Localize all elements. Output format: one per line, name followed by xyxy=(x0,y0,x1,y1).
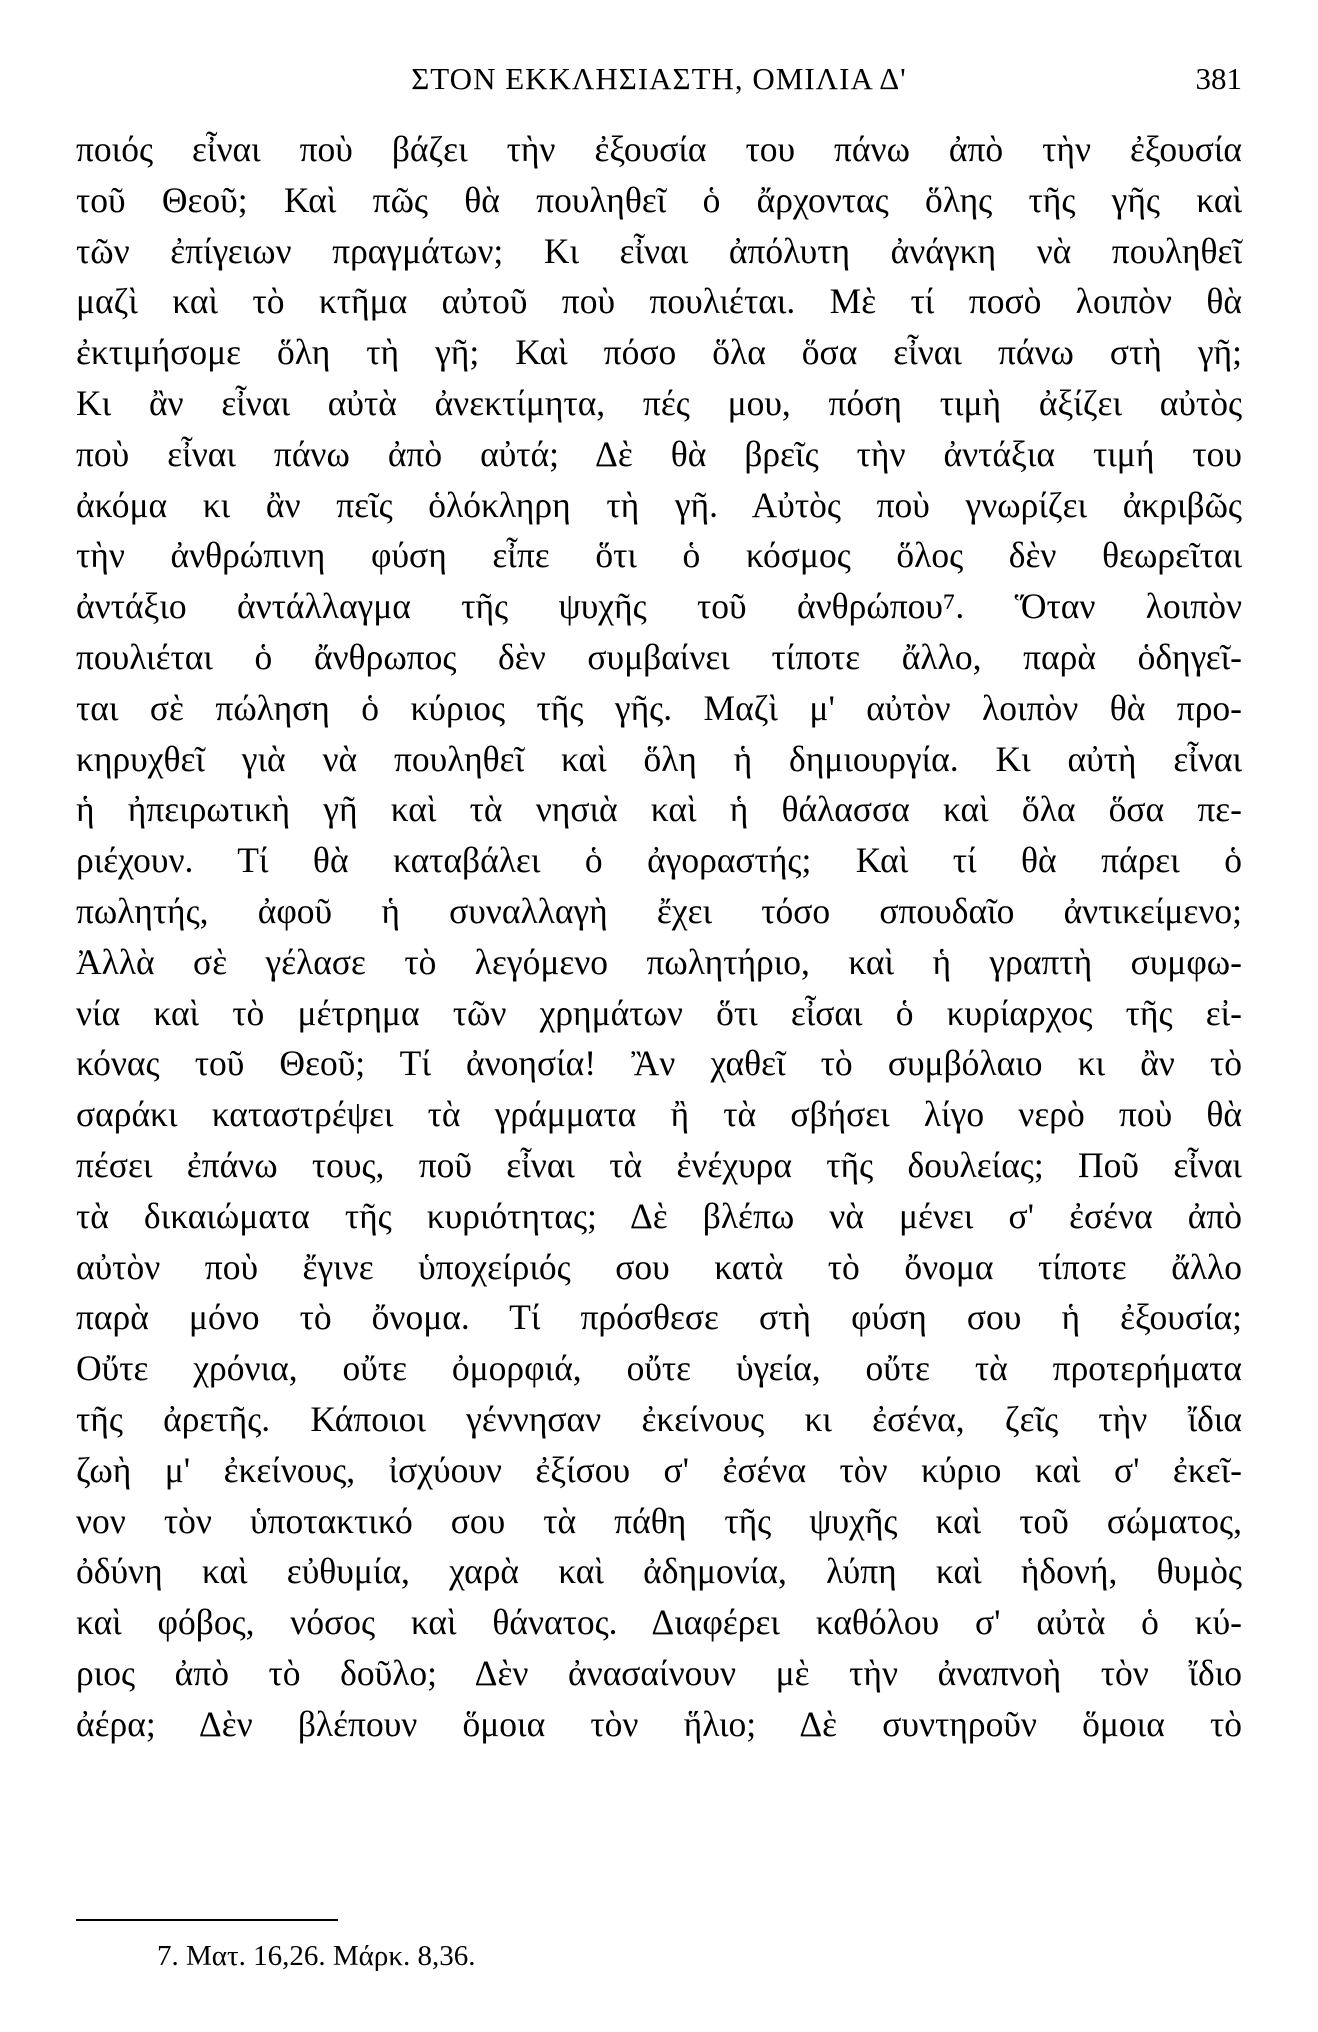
text-line: ται σὲ πώληση ὁ κύριος τῆς γῆς. Μαζὶ μ' αὐτὸν λοιπὸν θὰ προ- xyxy=(76,687,1242,728)
text-line: ριος ἀπὸ τὸ δοῦλο; Δὲν ἀνασαίνουν μὲ τὴν ἀναπνοὴ τὸν ἴδιο xyxy=(76,1652,1242,1693)
text-line: μαζὶ καὶ τὸ κτῆμα αὐτοῦ ποὺ πουλιέται. Μὲ τί ποσὸ λοιπὸν θὰ xyxy=(76,281,1242,322)
text-line: Κι ἂν εἶναι αὐτὰ ἀνεκτίμητα, πές μου, πόση τιμὴ ἀξίζει αὐτὸς xyxy=(76,382,1242,423)
text-line: Ἀλλὰ σὲ γέλασε τὸ λεγόμενο πωλητήριο, καὶ ἡ γραπτὴ συμφω- xyxy=(76,941,1242,982)
text-line: ἐκτιμήσομε ὅλη τὴ γῆ; Καὶ πόσο ὅλα ὅσα εἶναι πάνω στὴ γῆ; xyxy=(76,332,1242,373)
book-page xyxy=(76,0,1242,2032)
footnote-divider xyxy=(76,1919,338,1921)
text-line: πωλητής, ἀφοῦ ἡ συναλλαγὴ ἔχει τόσο σπουδαῖο ἀντικείμενο; xyxy=(76,890,1242,931)
running-title: ΣΤΟΝ ΕΚΚΛΗΣΙΑΣΤΗ, ΟΜΙΛΙΑ Δ' xyxy=(411,61,907,96)
text-line: ἀέρα; Δὲν βλέπουν ὅμοια τὸν ἥλιο; Δὲ συντηροῦν ὅμοια τὸ xyxy=(76,1703,1242,1744)
text-line: τὰ δικαιώματα τῆς κυριότητας; Δὲ βλέπω νὰ μένει σ' ἐσένα ἀπὸ xyxy=(76,1195,1242,1236)
text-line: νον τὸν ὑποτακτικό σου τὰ πάθη τῆς ψυχῆς καὶ τοῦ σώματος, xyxy=(76,1500,1242,1541)
text-line: κηρυχθεῖ γιὰ νὰ πουληθεῖ καὶ ὅλη ἡ δημιουργία. Κι αὐτὴ εἶναι xyxy=(76,738,1242,779)
page-number: 381 xyxy=(1195,61,1242,96)
text-line: νία καὶ τὸ μέτρημα τῶν χρημάτων ὅτι εἶσαι ὁ κυρίαρχος τῆς εἰ- xyxy=(76,992,1242,1033)
text-line: σαράκι καταστρέψει τὰ γράμματα ἢ τὰ σβήσει λίγο νερὸ ποὺ θὰ xyxy=(76,1094,1242,1135)
text-line: τὴν ἀνθρώπινη φύση εἶπε ὅτι ὁ κόσμος ὅλος δὲν θεωρεῖται xyxy=(76,535,1242,576)
text-line: τῆς ἀρετῆς. Κάποιοι γέννησαν ἐκείνους κι ἐσένα, ζεῖς τὴν ἴδια xyxy=(76,1398,1242,1439)
running-head xyxy=(76,56,1242,102)
text-line: ζωὴ μ' ἐκείνους, ἰσχύουν ἐξίσου σ' ἐσένα τὸν κύριο καὶ σ' ἐκεῖ- xyxy=(76,1449,1242,1490)
text-line: παρὰ μόνο τὸ ὄνομα. Τί πρόσθεσε στὴ φύση σου ἡ ἐξουσία; xyxy=(76,1297,1242,1338)
text-line: τῶν ἐπίγειων πραγμάτων; Κι εἶναι ἀπόλυτη ἀνάγκη νὰ πουληθεῖ xyxy=(76,230,1242,271)
text-line: Οὔτε χρόνια, οὔτε ὀμορφιά, οὔτε ὑγεία, οὔτε τὰ προτερήματα xyxy=(76,1348,1242,1389)
text-line: ἡ ἠπειρωτικὴ γῆ καὶ τὰ νησιὰ καὶ ἡ θάλασσα καὶ ὅλα ὅσα πε- xyxy=(76,789,1242,830)
text-line: ἀντάξιο ἀντάλλαγμα τῆς ψυχῆς τοῦ ἀνθρώπου⁷. Ὅταν λοιπὸν xyxy=(76,586,1242,627)
text-line: κόνας τοῦ Θεοῦ; Τί ἀνοησία! Ἂν χαθεῖ τὸ συμβόλαιο κι ἂν τὸ xyxy=(76,1043,1242,1084)
text-line: πέσει ἐπάνω τους, ποῦ εἶναι τὰ ἐνέχυρα τῆς δουλείας; Ποῦ εἶναι xyxy=(76,1144,1242,1185)
text-line: τοῦ Θεοῦ; Καὶ πῶς θὰ πουληθεῖ ὁ ἄρχοντας ὅλης τῆς γῆς καὶ xyxy=(76,179,1242,220)
body-text xyxy=(76,124,1242,1750)
text-line: καὶ φόβος, νόσος καὶ θάνατος. Διαφέρει καθόλου σ' αὐτὰ ὁ κύ- xyxy=(76,1602,1242,1643)
text-line: ποιός εἶναι ποὺ βάζει τὴν ἐξουσία του πάνω ἀπὸ τὴν ἐξουσία xyxy=(76,129,1242,169)
text-line: ἀκόμα κι ἂν πεῖς ὁλόκληρη τὴ γῆ. Αὐτὸς ποὺ γνωρίζει ἀκριβῶς xyxy=(76,484,1242,525)
footnote: 7. Ματ. 16,26. Μάρκ. 8,36. xyxy=(157,1940,476,1972)
text-line: ποὺ εἶναι πάνω ἀπὸ αὐτά; Δὲ θὰ βρεῖς τὴν ἀντάξια τιμή του xyxy=(76,433,1242,474)
text-line: αὐτὸν ποὺ ἔγινε ὑποχείριός σου κατὰ τὸ ὄνομα τίποτε ἄλλο xyxy=(76,1246,1242,1287)
text-line: ριέχουν. Τί θὰ καταβάλει ὁ ἀγοραστής; Καὶ τί θὰ πάρει ὁ xyxy=(76,840,1242,881)
text-line: πουλιέται ὁ ἄνθρωπος δὲν συμβαίνει τίποτε ἄλλο, παρὰ ὁδηγεῖ- xyxy=(76,636,1242,677)
text-line: ὀδύνη καὶ εὐθυμία, χαρὰ καὶ ἀδημονία, λύπη καὶ ἡδονή, θυμὸς xyxy=(76,1551,1242,1592)
